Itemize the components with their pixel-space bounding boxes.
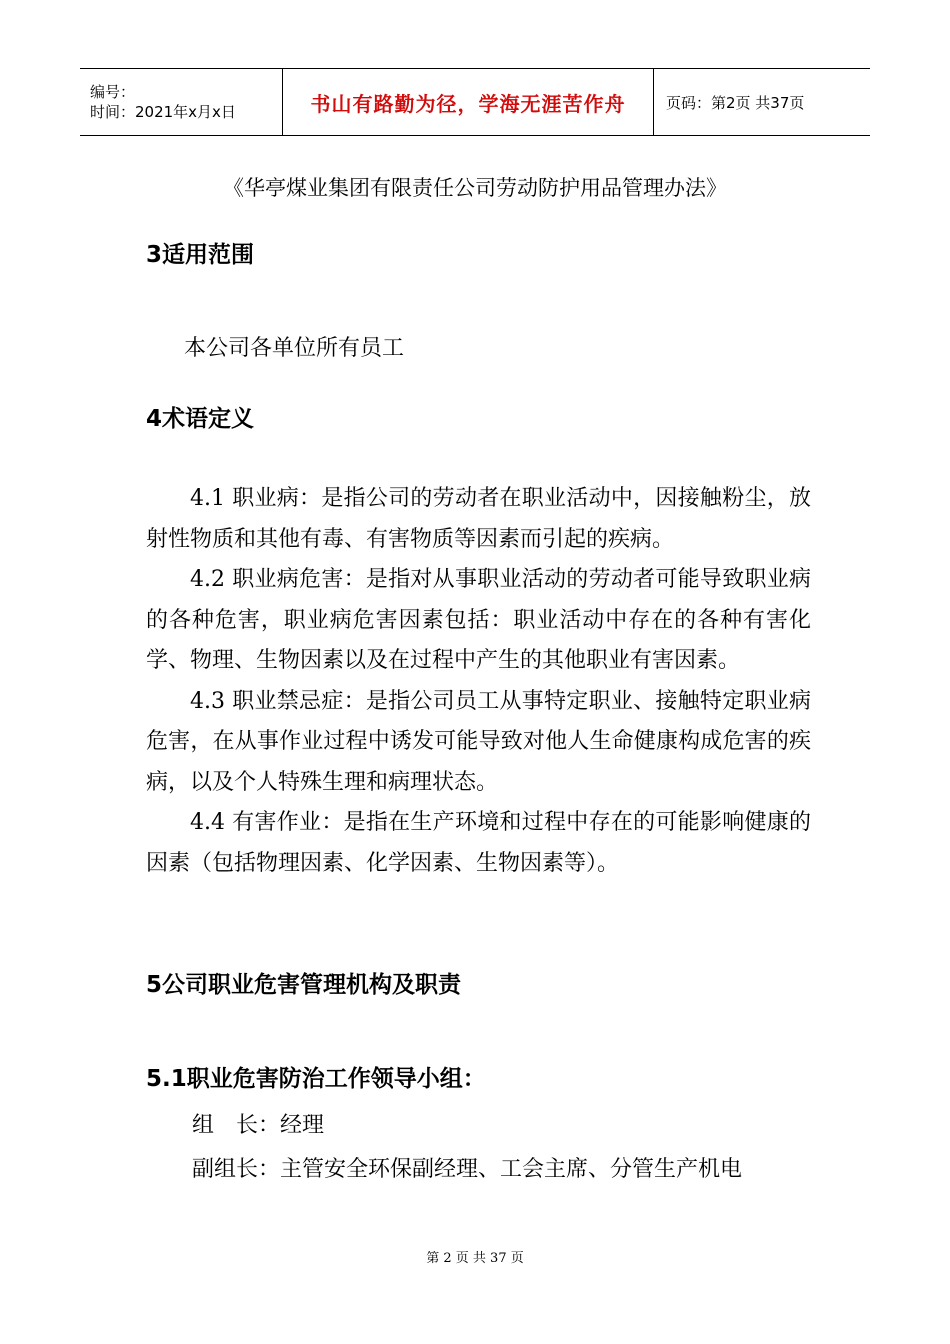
section-3-heading-block: [146, 236, 811, 269]
paragraph-4-3: 4.3 职业禁忌症：是指公司员工从事特定职业、接触特定职业病危害，在从事作业过程中诱发可能导致对他人生命健康构成危害的疾病，以及个人特殊生理和病理状态。: [146, 688, 811, 795]
header-meta: [80, 69, 282, 135]
page-footer: 第 2 页 共 37 页: [426, 1251, 524, 1266]
section-3-heading: 3适用范围: [146, 242, 255, 268]
section-5-1-body: [146, 1106, 811, 1190]
section-3-body-block: [146, 329, 811, 369]
paragraph-4-4: 4.4 有害作业：是指在生产环境和过程中存在的可能影响健康的因素（包括物理因素、化学因素、生物因素等）。: [146, 810, 811, 876]
section-5-1-heading-block: [146, 1060, 811, 1093]
section-5-1-heading: 5.1职业危害防治工作领导小组：: [146, 1066, 486, 1092]
page-header: [80, 68, 870, 136]
paragraph-4-2: 4.2 职业病危害：是指对从事职业活动的劳动者可能导致职业病的各种危害，职业病危害因素包括：职业活动中存在的各种有害化学、物理、生物因素以及在过程中产生的其他职业有害因素。: [146, 567, 811, 673]
header-page-info: [654, 69, 870, 135]
motto-text: 书山有路勤为径，学海无涯苦作舟: [310, 91, 626, 116]
header-motto-cell: [282, 69, 654, 135]
section-4-heading-block: [146, 400, 811, 433]
section-3-body: 本公司各单位所有员工: [184, 336, 405, 361]
page-info-text: 页码：第2页 共37页: [666, 93, 805, 112]
section-5-heading: 5公司职业危害管理机构及职责: [146, 972, 462, 998]
group-leader-line: 组 长：经理: [192, 1113, 325, 1138]
time-label: 时间：2021年x月x日: [90, 103, 236, 121]
section-4-heading: 4术语定义: [146, 406, 255, 432]
section-4-body: [146, 479, 811, 884]
number-label: 编号：: [90, 83, 136, 101]
paragraph-4-1: 4.1 职业病：是指公司的劳动者在职业活动中，因接触粉尘，放射性物质和其他有毒、有害物质等因素而引起的疾病。: [146, 486, 811, 552]
section-5-heading-block: [146, 966, 811, 999]
deputy-leader-line: 副组长：主管安全环保副经理、工会主席、分管生产机电: [192, 1157, 743, 1182]
document-title: 《华亭煤业集团有限责任公司劳动防护用品管理办法》: [223, 176, 727, 200]
